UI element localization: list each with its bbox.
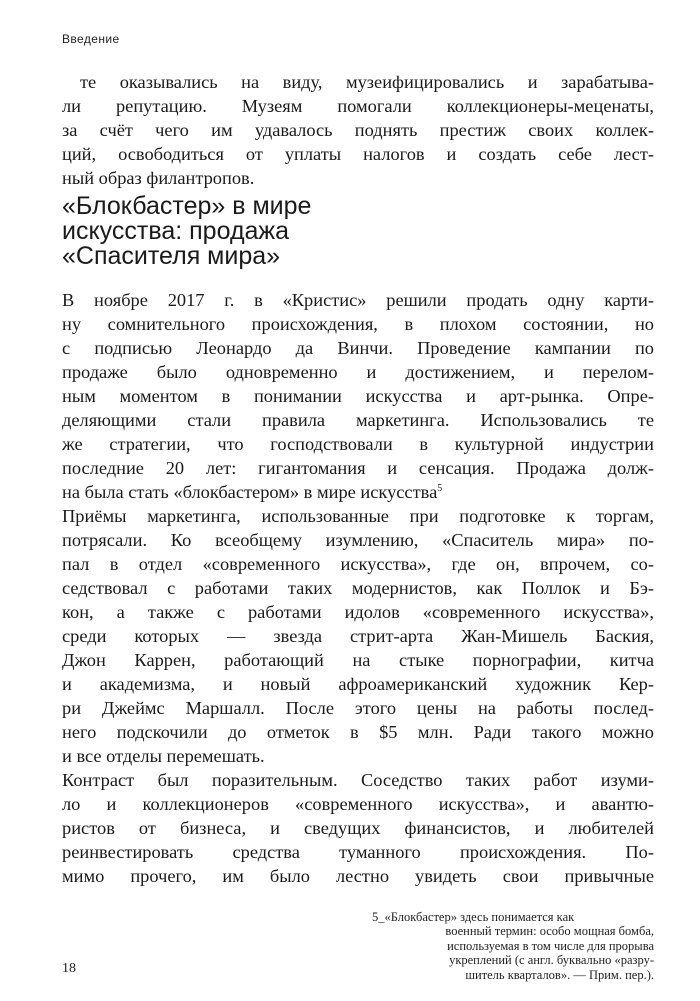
text-line: Джон Каррен, работающий на стыке порнографии, китча bbox=[62, 650, 654, 670]
text-line: мимо прочего, им было лестно увидеть свои привычные bbox=[62, 866, 654, 886]
text-line: ций, освободиться от уплаты налогов и создать себе лест- bbox=[62, 144, 654, 164]
text-line: те оказывались на виду, музеифицировались и зарабатыва- bbox=[80, 72, 654, 92]
footnote-reference[interactable]: 5 bbox=[437, 482, 443, 494]
text-line: среди которых — звезда стрит-арта Жан-Мишель Баския, bbox=[62, 626, 654, 646]
text-line: пал в отдел «современного искусства», где он, впрочем, со- bbox=[62, 554, 654, 574]
text-line: ный образ филантропов. bbox=[62, 168, 255, 188]
section-heading bbox=[62, 194, 362, 269]
text-line-content: на была стать «блокбастером» в мире искусства bbox=[62, 482, 438, 502]
text-line: ристов от бизнеса, и сведущих финансистов, и любителей bbox=[62, 818, 654, 838]
text-line: ну сомнительного происхождения, в плохом состоянии, но bbox=[62, 314, 654, 334]
running-head: Введение bbox=[62, 32, 120, 46]
text-line: потрясали. Ко всеобщему изумлению, «Спаситель мира» по- bbox=[62, 530, 654, 550]
text-line: реинвестировать средства туманного происхождения. По- bbox=[62, 842, 654, 862]
continuation-paragraph bbox=[62, 70, 654, 190]
text-line: В ноябре 2017 г. в «Кристис» решили продать одну карти- bbox=[62, 290, 654, 310]
text-line: последние 20 лет: гигантомания и сенсация. Продажа долж- bbox=[62, 458, 654, 478]
text-line: и все отделы перемешать. bbox=[62, 746, 265, 766]
footnote-line: 5_«Блокбастер» здесь понимается как bbox=[372, 910, 575, 924]
text-line: ри Джеймс Маршалл. После этого цены на работы послед- bbox=[62, 698, 654, 718]
page-number: 18 bbox=[62, 961, 76, 976]
text-line: продаже было одновременно и достижением, и перелом- bbox=[62, 362, 654, 382]
footnote-line: военный термин: особо мощная бомба, bbox=[445, 924, 654, 939]
body-text bbox=[62, 288, 654, 888]
heading-line: искусства: продажа bbox=[62, 217, 290, 245]
text-line: ли репутацию. Музеям помогали коллекционеры-меценаты, bbox=[62, 96, 654, 116]
heading-line: «Спасителя мира» bbox=[62, 242, 281, 270]
text-line: кон, а также с работами идолов «современного искусства», bbox=[62, 602, 654, 622]
text-line: него подскочили до отметок в $5 млн. Ради такого можно bbox=[62, 722, 654, 742]
text-line bbox=[62, 480, 654, 504]
text-line: ло и коллекционеров «современного искусства», и авантю- bbox=[62, 794, 654, 814]
text-line: с подписью Леонардо да Винчи. Проведение кампании по bbox=[62, 338, 654, 358]
heading-line: «Блокбастер» в мире bbox=[62, 192, 312, 220]
text-line: Контраст был поразительным. Соседство таких работ изуми- bbox=[62, 770, 654, 790]
footnote-line: укреплений (с англ. буквально «разру- bbox=[449, 953, 654, 968]
text-line: же стратегии, что господствовали в культурной индустрии bbox=[62, 434, 654, 454]
footnote-line: шитель кварталов». — Прим. пер.). bbox=[465, 967, 654, 982]
text-line: деляющими стали правила маркетинга. Использовались те bbox=[62, 410, 654, 430]
text-line: и академизма, и новый афроамериканский художник Кер- bbox=[62, 674, 654, 694]
footnote-line: используемая в том числе для прорыва bbox=[447, 938, 654, 953]
text-line: ным моментом в понимании искусства и арт-рынка. Опре- bbox=[62, 386, 654, 406]
text-line: Приёмы маркетинга, использованные при подготовке к торгам, bbox=[62, 506, 654, 526]
footnote bbox=[372, 910, 654, 982]
text-line: седствовал с работами таких модернистов, как Поллок и Бэ- bbox=[62, 578, 654, 598]
text-line: за счёт чего им удавалось поднять престиж своих коллек- bbox=[62, 120, 654, 140]
